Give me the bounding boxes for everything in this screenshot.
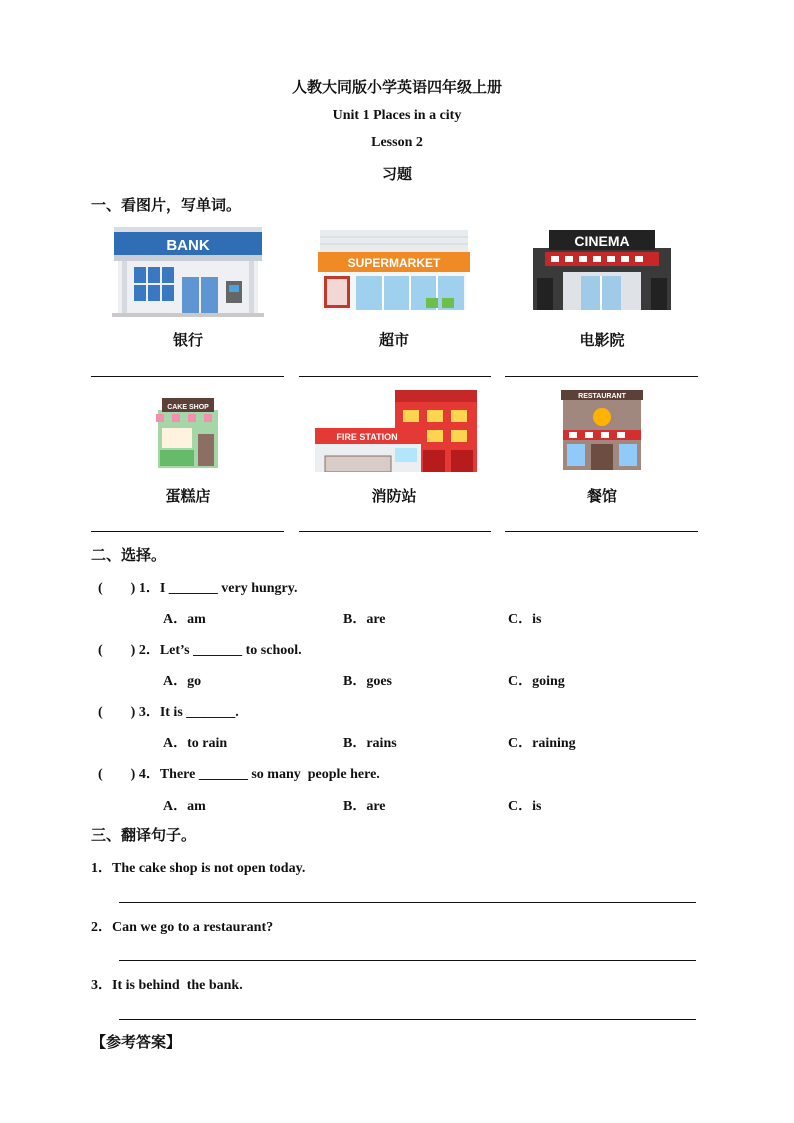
caption-cinema: 电影院 [579, 331, 625, 349]
translate-answer-line-3[interactable] [119, 1019, 696, 1020]
translate-answer-line-2[interactable] [119, 960, 696, 961]
question-3-option-c: C．raining [508, 736, 576, 751]
fire-station-sign: FIRE STATION [336, 432, 398, 442]
question-1-option-c: C．is [508, 612, 542, 627]
question-4-option-a: A．am [163, 799, 206, 814]
cinema-sign: CINEMA [574, 233, 630, 249]
translate-item-1: 1．The cake shop is not open today. [91, 861, 306, 876]
question-3-stem: ( ) 3．It is _______. [98, 705, 239, 720]
restaurant-building-icon [561, 390, 643, 470]
question-3-option-a: A．to rain [163, 736, 228, 751]
caption-restaurant: 餐馆 [586, 487, 617, 505]
section-1-heading: 一、看图片，写单词。 [91, 196, 242, 214]
restaurant-sign: RESTAURANT [578, 393, 626, 400]
answer-line-supermarket[interactable] [299, 376, 491, 377]
question-2-stem: ( ) 2．Let’s _______ to school. [98, 643, 302, 658]
exercise-subtitle: 习题 [381, 165, 412, 183]
section-3-heading: 三、翻译句子。 [91, 826, 197, 844]
translate-answer-line-1[interactable] [119, 902, 696, 903]
lesson-title: Lesson 2 [371, 135, 423, 150]
cake-shop-sign: CAKE SHOP [167, 404, 209, 411]
unit-title: Unit 1 Places in a city [332, 108, 462, 123]
section-2-heading: 二、选择。 [91, 546, 167, 564]
supermarket-sign: SUPERMARKET [347, 256, 441, 270]
caption-cake-shop: 蛋糕店 [165, 487, 211, 505]
question-2-option-c: C．going [508, 674, 565, 689]
question-1-option-b: B．are [343, 612, 386, 627]
caption-supermarket: 超市 [378, 331, 409, 349]
answer-line-fire-station[interactable] [299, 531, 491, 532]
answer-line-restaurant[interactable] [505, 531, 698, 532]
cinema-building-icon [533, 230, 671, 310]
bank-sign: BANK [166, 237, 210, 254]
caption-bank: 银行 [172, 331, 203, 349]
question-3-option-b: B．rains [343, 736, 397, 751]
translate-item-3: 3．It is behind the bank. [91, 978, 243, 993]
cake-shop-building-icon [154, 392, 222, 470]
document-title: 人教大同版小学英语四年级上册 [291, 78, 502, 96]
question-1-stem: ( ) 1．I _______ very hungry. [98, 581, 298, 596]
supermarket-building-icon [318, 230, 470, 312]
answers-heading: 【参考答案】 [91, 1033, 182, 1051]
question-2-option-a: A．go [163, 674, 202, 689]
answer-line-cinema[interactable] [505, 376, 698, 377]
answer-line-bank[interactable] [91, 376, 284, 377]
caption-fire-station: 消防站 [371, 487, 417, 505]
question-1-option-a: A．am [163, 612, 206, 627]
question-2-option-b: B．goes [343, 674, 392, 689]
translate-item-2: 2．Can we go to a restaurant? [91, 920, 274, 935]
fire-station-building-icon [315, 390, 477, 472]
question-4-option-c: C．is [508, 799, 542, 814]
question-4-stem: ( ) 4．There _______ so many people here. [98, 767, 380, 782]
answer-line-cake-shop[interactable] [91, 531, 284, 532]
bank-building-icon [112, 227, 264, 317]
question-4-option-b: B．are [343, 799, 386, 814]
